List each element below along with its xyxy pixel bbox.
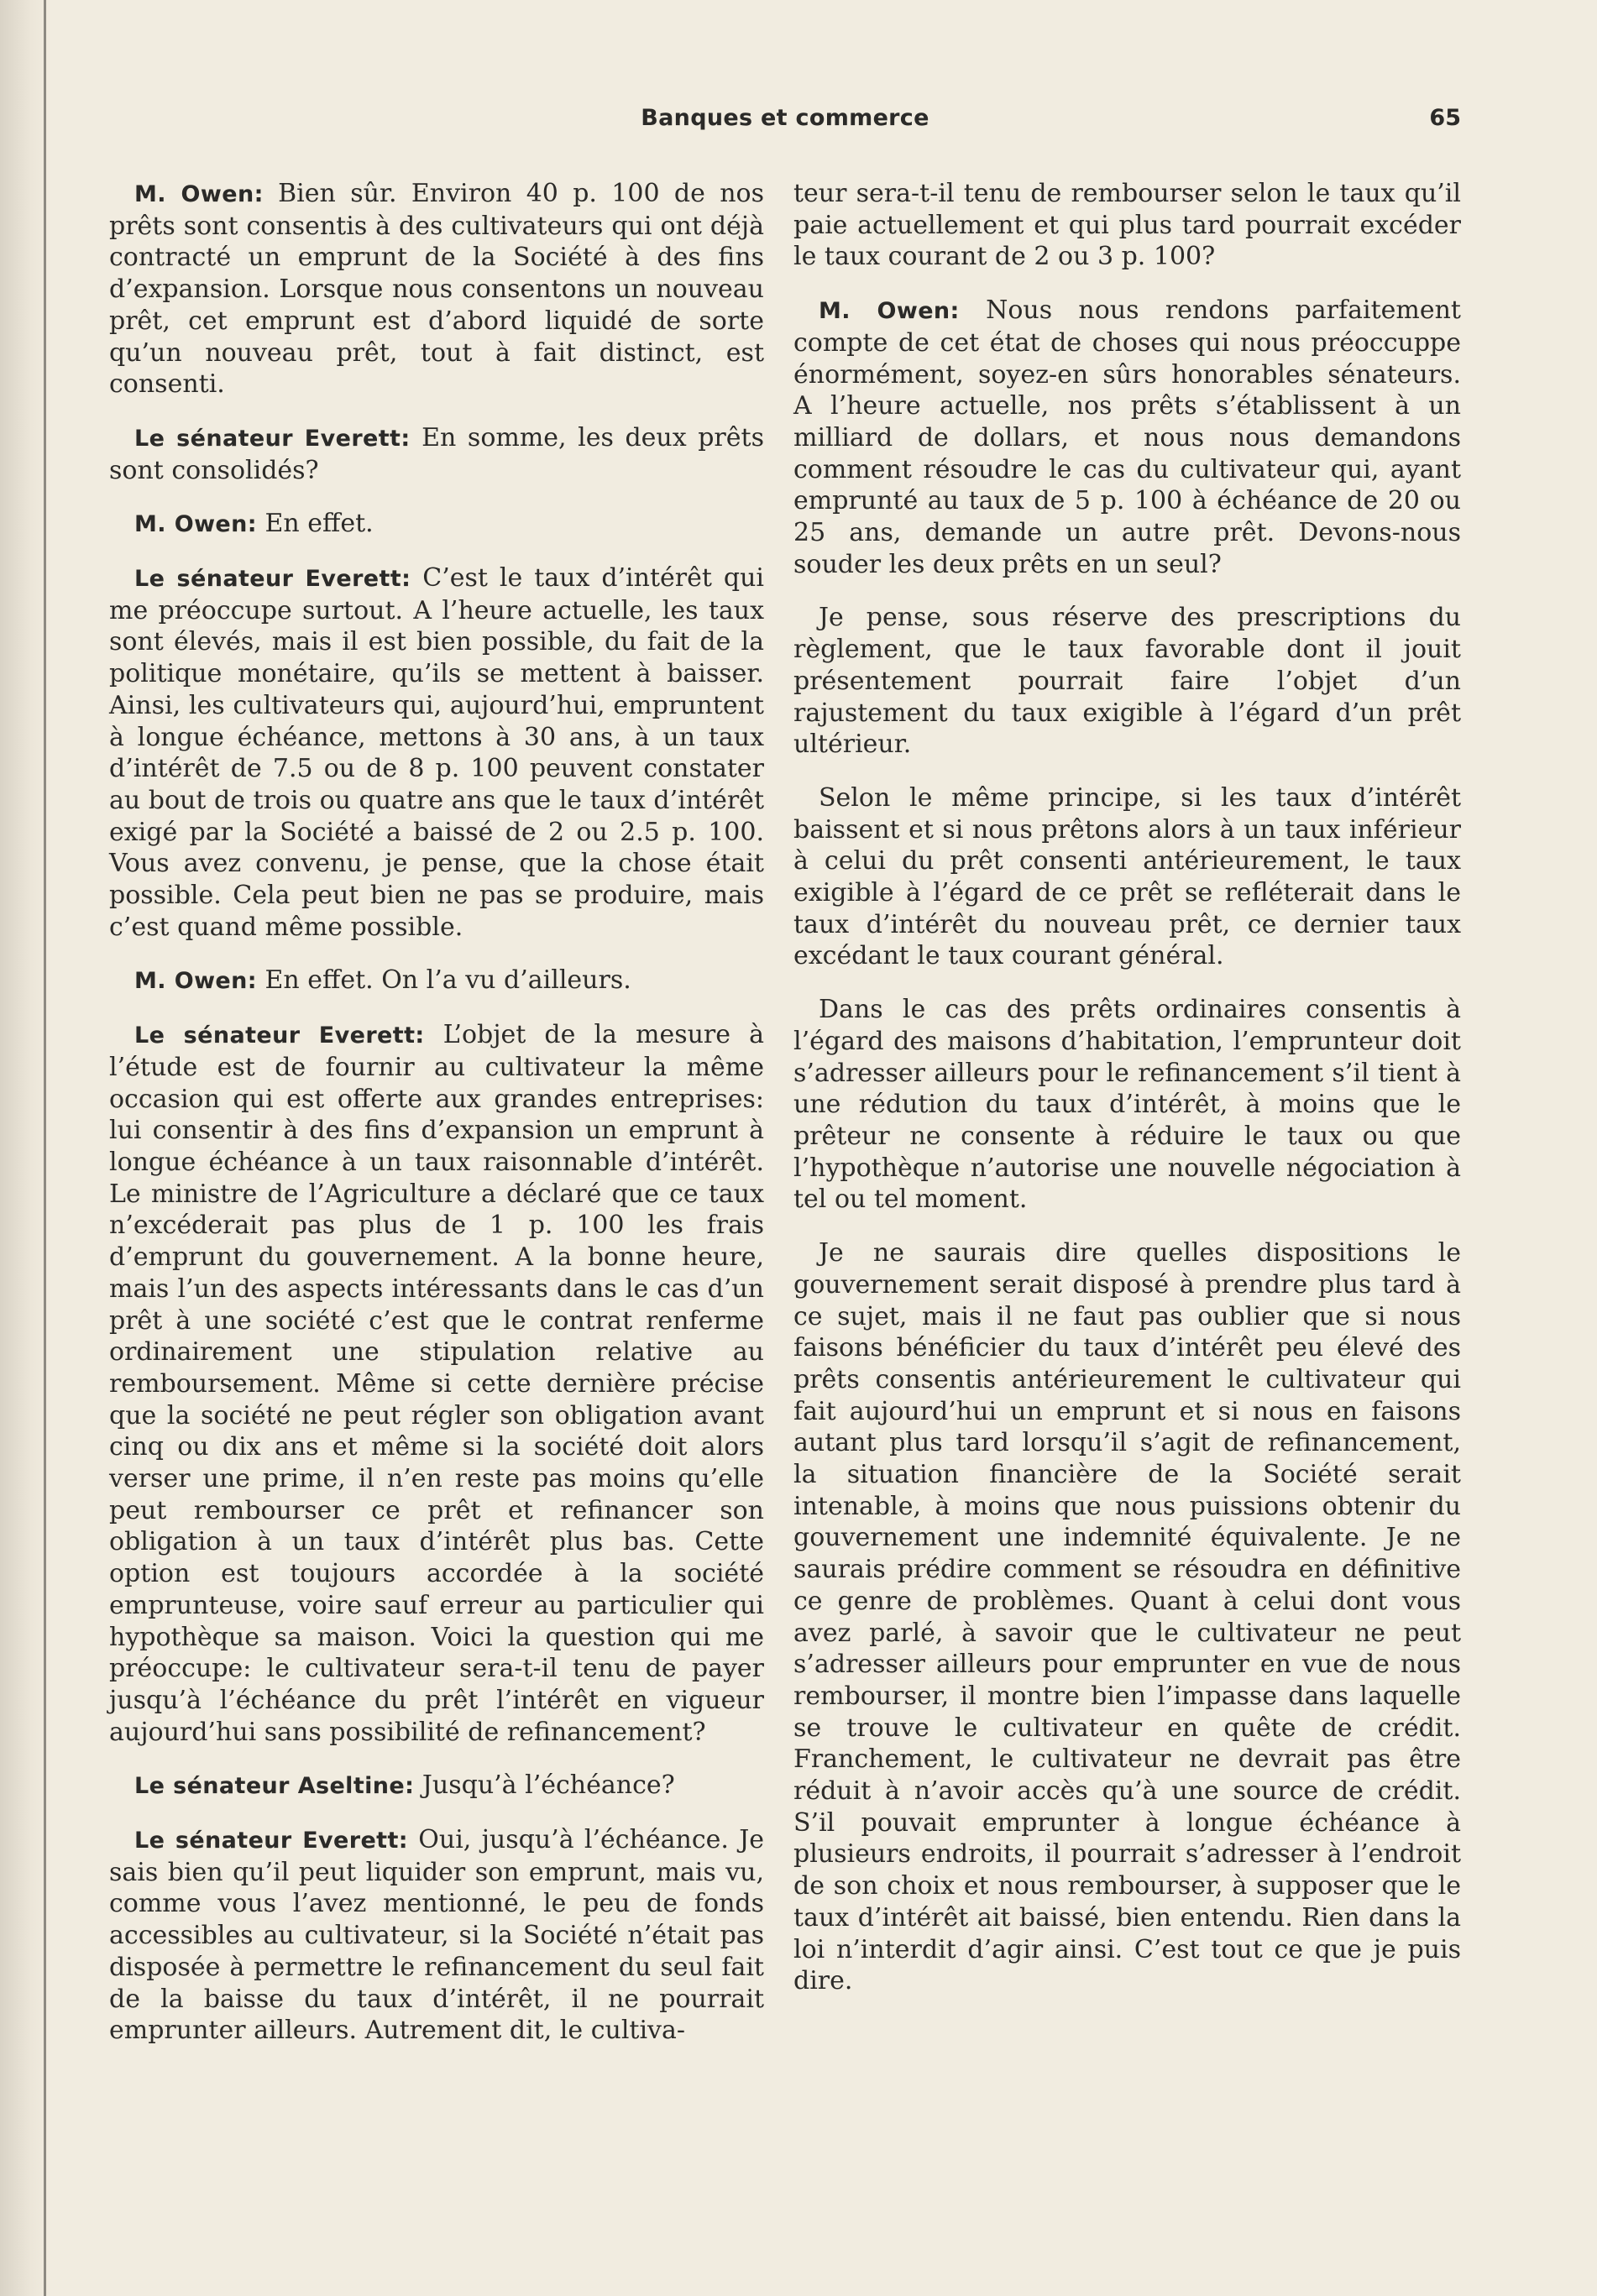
paragraph: [109, 1824, 764, 2047]
paragraph: [109, 562, 764, 943]
speaker-label: M. Owen:: [819, 298, 960, 325]
speaker-label: M. Owen:: [134, 511, 257, 538]
speaker-label: Le sénateur Everett:: [134, 1828, 408, 1854]
running-title: Banques et commerce: [641, 105, 929, 131]
speaker-label: Le sénateur Everett:: [134, 425, 411, 452]
paragraph-text: Je pense, sous réserve des prescriptions du règlement, que le taux favorable dont il jouit présentement pourrait faire l’objet d’un rajustement du taux exigible à l’égard d’un prêt ultérieur.: [793, 603, 1461, 760]
paragraph-text: Selon le même principe, si les taux d’intérêt baissent et si nous prêtons alors à un taux inférieur à celui du prêt consenti antérieurement, le taux exigible à l’égard de ce prêt se refléterait dans le taux d’intérêt du nouveau prêt, ce dernier taux excédant le taux courant général.: [793, 782, 1461, 971]
page-header: [109, 105, 1461, 139]
paragraph-text: Bien sûr. Environ 40 p. 100 de nos prêts sont consentis à des cultivateurs qui ont déjà contracté un emprunt de la Société à des fins d’expansion. Lorsque nous consentons un nouveau prêt, cet emprunt est d’abord liquidé de sorte qu’un nouveau prêt, tout à fait distinct, est consenti.: [109, 179, 765, 400]
paragraph-text: En somme, les deux prêts sont consolidés?: [109, 422, 764, 485]
speaker-label: Le sénateur Everett:: [134, 1022, 425, 1049]
paragraph: [109, 422, 764, 486]
paragraph: [109, 1770, 764, 1802]
paragraph: [793, 178, 1461, 273]
paragraph-text: L’objet de la mesure à l’étude est de fournir au cultivateur la même occasion qui est offerte aux grandes entreprises: lui consentir à des fins d’expansion un emprunt à longue échéance à un taux raisonnable d’intérêt. Le ministre de l’Agriculture a déclaré que ce taux n’excéderait pas plus de 1 p. 100 les frais d’emprunt du gouvernement. A la bonne heure, mais l’un des aspects intéressants dans le cas d’un prêt à une société c’est que le contrat renferme ordinairement une stipulation relative au remboursement. Même si cette dernière précise que la société ne peut régler son obligation avant cinq ou dix ans et même si la société doit alors verser une prime, il n’en reste pas moins qu’elle peut rembourser ce prêt et refinancer son obligation à un taux d’intérêt plus bas. Cette option est toujours accordée à la société emprunteuse, voire sauf erreur au particulier qui hypothèque sa maison. Voici la question qui me préoccupe: le cultivateur sera-t-il tenu de payer jusqu’à l’échéance du prêt l’intérêt en vigueur aujourd’hui sans possibilité de refinancement?: [109, 1020, 764, 1747]
paragraph-text: En effet.: [264, 509, 374, 539]
paragraph: [109, 1019, 764, 1748]
paragraph: [793, 602, 1461, 761]
paragraph-text: Nous nous rendons parfaitement compte de cet état de choses qui nous préoccuppe énormément, soyez-en sûrs honorables sénateurs. A l’heure actuelle, nos prêts s’établissent à un milliard de dollars, et nous nous demandons comment résoudre le cas du cultivateur qui, ayant emprunté au taux de 5 p. 100 à échéance de 20 ou 25 ans, demande un autre prêt. Devons-nous souder les deux prêts en un seul?: [793, 295, 1461, 579]
paragraph-text: Dans le cas des prêts ordinaires consentis à l’égard des maisons d’habitation, l’emprunteur doit s’adresser ailleurs pour le refinancement s’il tient à une rédution du taux d’intérêt, à moins que le prêteur ne consente à réduire le taux ou que l’hypothèque n’autorise une nouvelle négociation à tel ou tel moment.: [793, 995, 1461, 1215]
paragraph: [793, 1237, 1461, 1997]
speaker-label: Le sénateur Aseltine:: [134, 1773, 415, 1800]
left-column: [109, 178, 764, 2068]
binding-edge-line: [44, 0, 46, 2296]
speaker-label: Le sénateur Everett:: [134, 566, 411, 593]
paragraph: [793, 994, 1461, 1216]
paragraph-text: Jusqu’à l’échéance?: [422, 1770, 675, 1801]
paragraph: [793, 295, 1461, 580]
speaker-label: M. Owen:: [134, 968, 257, 995]
paragraph: [109, 508, 764, 541]
page-number: 65: [1429, 105, 1461, 131]
paragraph-text: Oui, jusqu’à l’échéance. Je sais bien qu’il peut liquider son emprunt, mais vu, comme vous l’avez mentionné, le peu de fonds accessibles au cultivateur, si la Société n’était pas disposée à permettre le refinancement du seul fait de la baisse du taux d’intérêt, il ne pourrait emprunter ailleurs. Autrement dit, le cultiva-: [109, 1825, 765, 2046]
paragraph: [109, 965, 764, 997]
paragraph-text: teur sera-t-il tenu de rembourser selon le taux qu’il paie actuellement et qui plus tard pourrait excéder le taux courant de 2 ou 3 p. 100?: [793, 179, 1461, 272]
paragraph-text: En effet. On l’a vu d’ailleurs.: [264, 965, 631, 996]
speaker-label: M. Owen:: [134, 181, 264, 207]
right-column: [793, 178, 1461, 2019]
paragraph: [793, 782, 1461, 972]
paragraph: [109, 178, 764, 400]
paragraph-text: C’est le taux d’intérêt qui me préoccupe surtout. A l’heure actuelle, les taux sont élevés, mais il est bien possible, du fait de la politique monétaire, qu’ils se mettent à baisser. Ainsi, les cultivateurs qui, aujourd’hui, empruntent à longue échéance, mettons à 30 ans, à un taux d’intérêt de 7.5 ou de 8 p. 100 peuvent constater au bout de trois ou quatre ans que le taux d’intérêt exigé par la Société a baissé de 2 ou 2.5 p. 100. Vous avez convenu, je pense, que la chose était possible. Cela peut bien ne pas se produire, mais c’est quand même possible.: [109, 563, 764, 942]
paragraph-text: Je ne saurais dire quelles dispositions le gouvernement serait disposé à prendre plus tard à ce sujet, mais il ne faut pas oublier que si nous faisons bénéficier du taux d’intérêt peu élevé des prêts consentis antérieurement le cultivateur qui fait aujourd’hui un emprunt et si nous en faisons autant plus tard lorsqu’il s’agit de refinancement, la situation financière de la Société serait intenable, à moins que nous puissions obtenir du gouvernement une indemnité équivalente. Je ne saurais prédire comment se résoudra en définitive ce genre de problèmes. Quant à celui dont vous avez parlé, à savoir que le cultivateur ne peut s’adresser ailleurs pour emprunter en vue de nous rembourser, il montre bien l’impasse dans laquelle se trouve le cultivateur en quête de crédit. Franchement, le cultivateur ne devrait pas être réduit à n’avoir accès qu’à une source de crédit. S’il pouvait emprunter à longue échéance à plusieurs endroits, il pourrait s’adresser à l’endroit de son choix et nous rembourser, à supposer que le taux d’intérêt ait baissé, bien entendu. Rien dans la loi n’interdit d’agir ainsi. C’est tout ce que je puis dire.: [793, 1238, 1461, 1996]
